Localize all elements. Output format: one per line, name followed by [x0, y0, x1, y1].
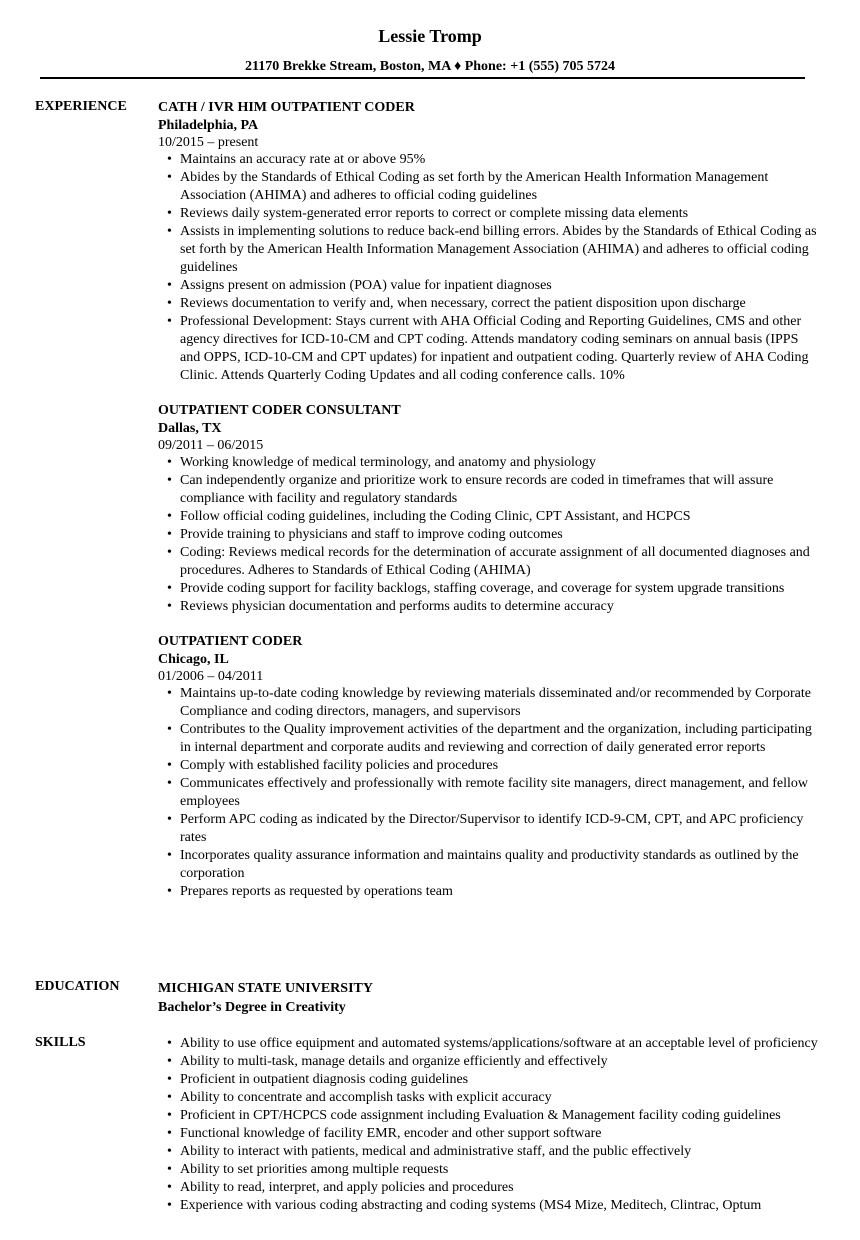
- bullet-item: • Contributes to the Quality improvement activities of the department and the organization, including participating in internal department and corporate audits and reviewing and correction of daily generated error reports: [180, 721, 818, 757]
- contact-line: 21170 Brekke Stream, Boston, MA ♦ Phone: +1 (555) 705 5724: [244, 59, 616, 74]
- bullet-item: • Coding: Reviews medical records for the determination of accurate assignment of all documented diagnoses and procedures. Adheres to Standards of Ethical Coding (AHIMA): [180, 544, 818, 580]
- bullet-item: • Assigns present on admission (POA) value for inpatient diagnoses: [180, 277, 818, 295]
- job-bullets: [158, 454, 818, 616]
- bullet-item: • Communicates effectively and professionally with remote facility site managers, direct management, and fellow employees: [180, 775, 818, 811]
- job-bullets: [158, 685, 818, 901]
- skill-item: • Functional knowledge of facility EMR, encoder and other support software: [180, 1125, 818, 1143]
- bullet-item: • Perform APC coding as indicated by the Director/Supervisor to identify ICD-9-CM, CPT, and APC proficiency rates: [180, 811, 818, 847]
- job-entry: [158, 99, 818, 385]
- job-dates: 01/2006 – 04/2011: [158, 669, 264, 684]
- experience-list: [158, 99, 818, 918]
- section-label-experience: EXPERIENCE: [35, 99, 127, 114]
- job-title: CATH / IVR HIM OUTPATIENT CODER: [158, 100, 415, 115]
- job-entry: [158, 633, 818, 901]
- job-location: Chicago, IL: [158, 652, 229, 667]
- section-label-education: EDUCATION: [35, 979, 120, 994]
- skills-list-wrap: [158, 1035, 818, 1215]
- bullet-item: • Reviews physician documentation and performs audits to determine accuracy: [180, 598, 818, 616]
- bullet-item: • Comply with established facility policies and procedures: [180, 757, 818, 775]
- bullet-item: • Working knowledge of medical terminology, and anatomy and physiology: [180, 454, 818, 472]
- job-title: OUTPATIENT CODER: [158, 634, 303, 649]
- header-divider: [40, 77, 805, 79]
- bullet-item: • Reviews daily system-generated error reports to correct or complete missing data elements: [180, 205, 818, 223]
- bullet-item: • Prepares reports as requested by operations team: [180, 883, 818, 901]
- skill-item: • Proficient in outpatient diagnosis coding guidelines: [180, 1071, 818, 1089]
- skill-item: • Ability to use office equipment and automated systems/applications/software at an acceptable level of proficiency: [180, 1035, 818, 1053]
- bullet-item: • Incorporates quality assurance information and maintains quality and productivity standards as outlined by the corporation: [180, 847, 818, 883]
- bullet-item: • Follow official coding guidelines, including the Coding Clinic, CPT Assistant, and HCPCS: [180, 508, 818, 526]
- education-entry: [158, 979, 818, 1017]
- skill-item: • Ability to read, interpret, and apply policies and procedures: [180, 1179, 818, 1197]
- bullet-item: • Provide training to physicians and staff to improve coding outcomes: [180, 526, 818, 544]
- bullet-item: • Professional Development: Stays current with AHA Official Coding and Reporting Guidelines, CMS and other agency directives for ICD-10-CM and CPT coding. Attends mandatory coding seminars on annual basis (IPPS and OPPS, ICD-10-CM and CPT updates) for inpatient and outpatient coding. Quarterly review of AHA Coding Clinic. Attends Quarterly Coding Updates and all coding conference calls. 10%: [180, 313, 818, 385]
- job-bullets: [158, 151, 818, 385]
- section-label-skills: SKILLS: [35, 1035, 86, 1050]
- job-dates: 09/2011 – 06/2015: [158, 438, 264, 453]
- bullet-item: • Can independently organize and prioritize work to ensure records are coded in timeframes that will assure compliance with facility and regulatory standards: [180, 472, 818, 508]
- job-title: OUTPATIENT CODER CONSULTANT: [158, 403, 401, 418]
- bullet-item: • Assists in implementing solutions to reduce back-end billing errors. Abides by the Standards of Ethical Coding as set forth by the American Health Information Management Association (AHIMA) and adheres to official coding guidelines: [180, 223, 818, 277]
- job-entry: [158, 402, 818, 616]
- job-dates: 10/2015 – present: [158, 135, 259, 150]
- school-name: MICHIGAN STATE UNIVERSITY: [158, 981, 373, 996]
- degree-name: Bachelor’s Degree in Creativity: [158, 1000, 346, 1015]
- bullet-item: • Provide coding support for facility backlogs, staffing coverage, and coverage for system upgrade transitions: [180, 580, 818, 598]
- bullet-item: • Maintains an accuracy rate at or above 95%: [180, 151, 818, 169]
- skill-item: • Experience with various coding abstracting and coding systems (MS4 Mize, Meditech, Clintrac, Optum: [180, 1197, 818, 1215]
- bullet-item: • Abides by the Standards of Ethical Coding as set forth by the American Health Information Management Association (AHIMA) and adheres to official coding guidelines: [180, 169, 818, 205]
- job-location: Dallas, TX: [158, 421, 222, 436]
- job-location: Philadelphia, PA: [158, 118, 259, 133]
- skill-item: • Ability to multi-task, manage details and organize efficiently and effectively: [180, 1053, 818, 1071]
- skill-item: • Ability to set priorities among multiple requests: [180, 1161, 818, 1179]
- skill-item: • Proficient in CPT/HCPCS code assignment including Evaluation & Management facility coding guidelines: [180, 1107, 818, 1125]
- skill-item: • Ability to interact with patients, medical and administrative staff, and the public effectively: [180, 1143, 818, 1161]
- skill-item: • Ability to concentrate and accomplish tasks with explicit accuracy: [180, 1089, 818, 1107]
- skills-list: [158, 1035, 818, 1215]
- bullet-item: • Reviews documentation to verify and, when necessary, correct the patient disposition upon discharge: [180, 295, 818, 313]
- bullet-item: • Maintains up-to-date coding knowledge by reviewing materials disseminated and/or recommended by Corporate Compliance and coding directors, managers, and supervisors: [180, 685, 818, 721]
- candidate-name: Lessie Tromp: [378, 26, 482, 46]
